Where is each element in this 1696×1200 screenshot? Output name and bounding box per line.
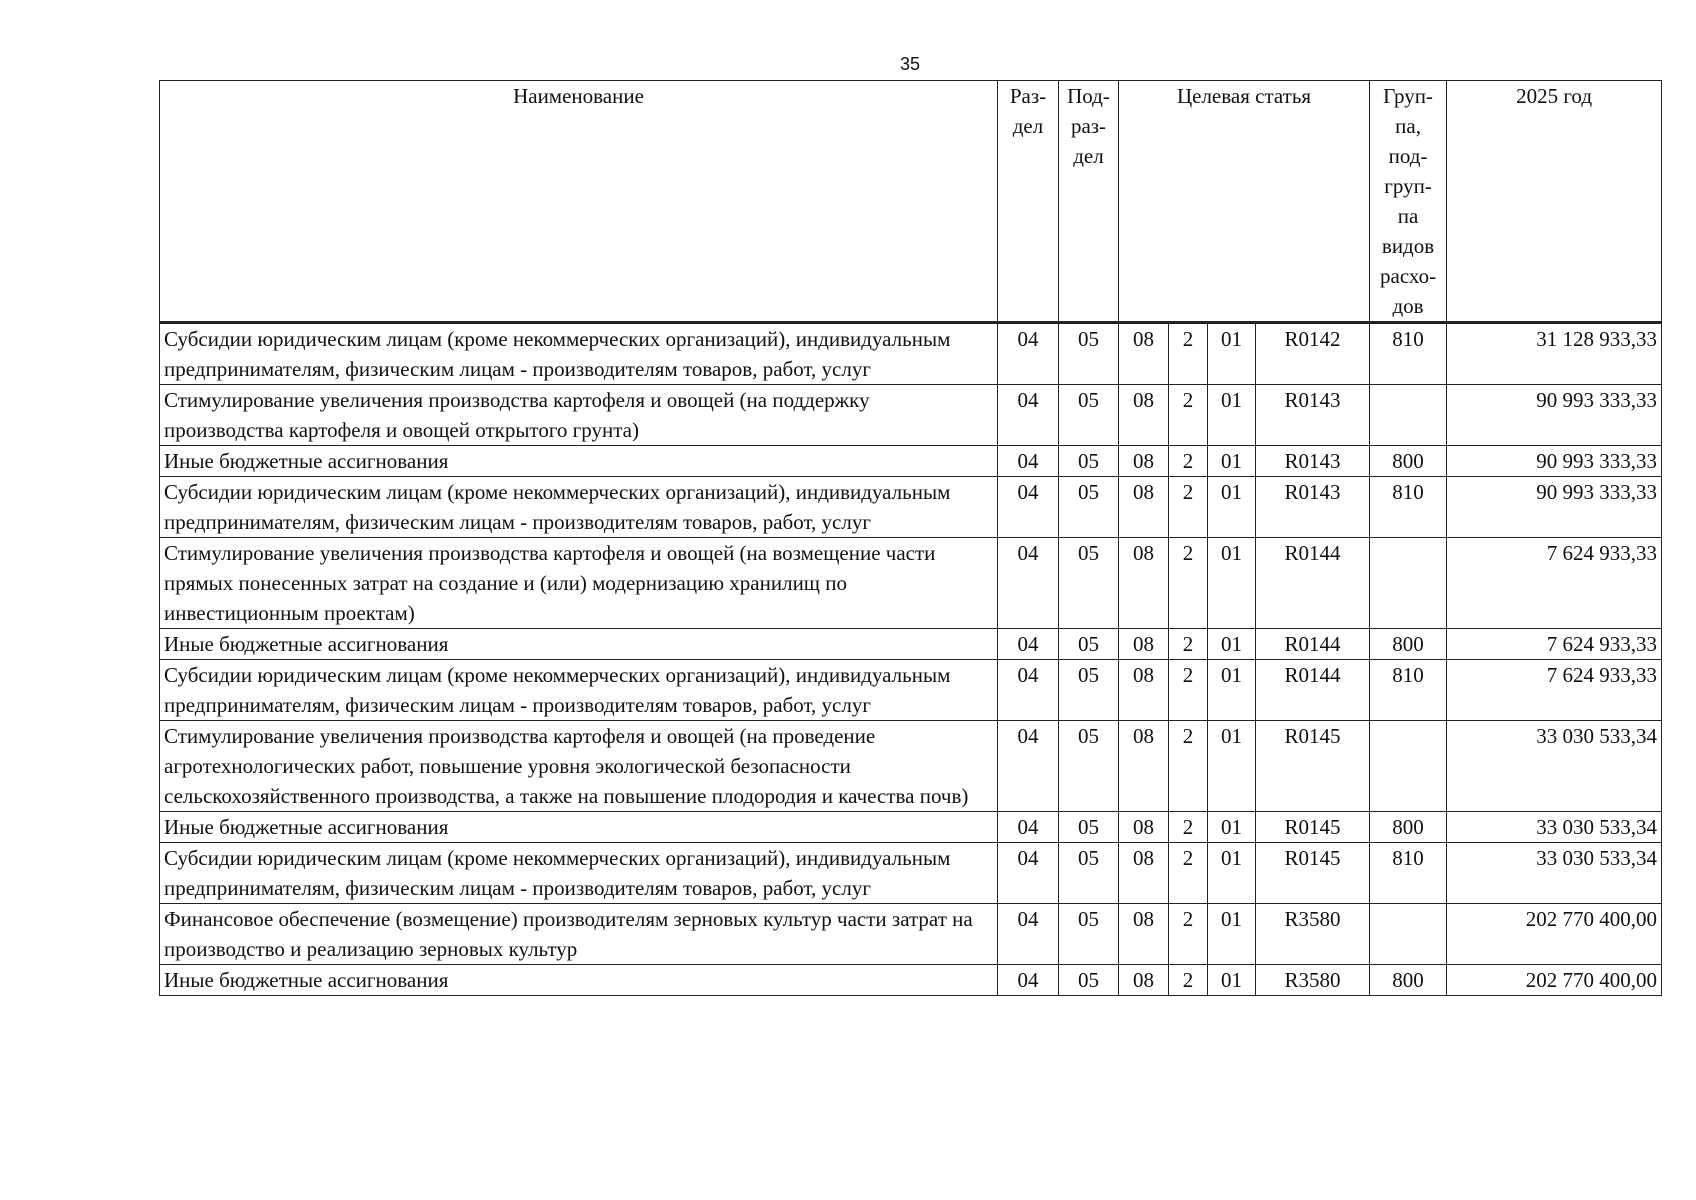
cell-subsection: 05 [1059,721,1119,812]
cell-section: 04 [998,904,1059,965]
cell-target-program: 08 [1119,629,1169,660]
cell-target-event: 01 [1208,446,1256,477]
cell-amount: 202 770 400,00 [1447,965,1662,996]
cell-target-code: R0145 [1256,721,1370,812]
cell-target-code: R3580 [1256,965,1370,996]
cell-target-event: 01 [1208,629,1256,660]
cell-target-code: R0143 [1256,385,1370,446]
cell-subsection: 05 [1059,385,1119,446]
cell-amount: 7 624 933,33 [1447,660,1662,721]
cell-expense-group: 800 [1370,812,1447,843]
cell-expense-group: 810 [1370,843,1447,904]
cell-amount: 90 993 333,33 [1447,477,1662,538]
cell-section: 04 [998,721,1059,812]
cell-amount: 90 993 333,33 [1447,446,1662,477]
cell-target-subprogram: 2 [1169,385,1208,446]
cell-amount: 7 624 933,33 [1447,538,1662,629]
cell-expense-group: 800 [1370,446,1447,477]
cell-subsection: 05 [1059,323,1119,385]
cell-name: Субсидии юридическим лицам (кроме некоммерческих организаций), индивидуальным предпринимателям, физическим лицам - производителям товаров, работ, услуг [160,323,998,385]
table-row [160,812,1662,843]
cell-target-event: 01 [1208,812,1256,843]
cell-target-subprogram: 2 [1169,660,1208,721]
table-row [160,965,1662,996]
cell-subsection: 05 [1059,843,1119,904]
cell-subsection: 05 [1059,965,1119,996]
cell-target-code: R0143 [1256,477,1370,538]
cell-section: 04 [998,538,1059,629]
column-header-subsection: Под- раз- дел [1059,81,1119,323]
table-row [160,629,1662,660]
cell-amount: 202 770 400,00 [1447,904,1662,965]
cell-name: Иные бюджетные ассигнования [160,812,998,843]
cell-amount: 31 128 933,33 [1447,323,1662,385]
cell-target-event: 01 [1208,965,1256,996]
cell-section: 04 [998,812,1059,843]
cell-subsection: 05 [1059,660,1119,721]
cell-target-code: R0144 [1256,629,1370,660]
cell-section: 04 [998,660,1059,721]
cell-target-event: 01 [1208,385,1256,446]
cell-target-event: 01 [1208,477,1256,538]
cell-amount: 33 030 533,34 [1447,721,1662,812]
column-header-year: 2025 год [1447,81,1662,323]
cell-section: 04 [998,323,1059,385]
cell-expense-group [1370,385,1447,446]
cell-target-code: R3580 [1256,904,1370,965]
table-header [160,81,1662,323]
cell-name: Субсидии юридическим лицам (кроме некоммерческих организаций), индивидуальным предпринимателям, физическим лицам - производителям товаров, работ, услуг [160,660,998,721]
table-row [160,323,1662,385]
cell-name: Стимулирование увеличения производства картофеля и овощей (на поддержку производства картофеля и овощей открытого грунта) [160,385,998,446]
cell-expense-group: 800 [1370,965,1447,996]
cell-target-event: 01 [1208,843,1256,904]
budget-table [159,80,1662,996]
cell-section: 04 [998,385,1059,446]
table-row [160,843,1662,904]
cell-section: 04 [998,446,1059,477]
cell-target-subprogram: 2 [1169,904,1208,965]
column-header-target-article: Целевая статья [1119,81,1370,323]
page-number: 35 [899,54,921,74]
column-header-expense-group: Груп- па, под- груп- па видов расхо- дов [1370,81,1447,323]
cell-target-subprogram: 2 [1169,965,1208,996]
column-header-section: Раз- дел [998,81,1059,323]
cell-amount: 90 993 333,33 [1447,385,1662,446]
cell-target-code: R0142 [1256,323,1370,385]
cell-target-code: R0144 [1256,660,1370,721]
cell-target-program: 08 [1119,812,1169,843]
cell-expense-group: 810 [1370,323,1447,385]
cell-target-code: R0145 [1256,812,1370,843]
cell-name: Иные бюджетные ассигнования [160,629,998,660]
cell-target-subprogram: 2 [1169,721,1208,812]
cell-target-subprogram: 2 [1169,843,1208,904]
cell-expense-group [1370,538,1447,629]
cell-target-program: 08 [1119,446,1169,477]
cell-section: 04 [998,843,1059,904]
cell-target-event: 01 [1208,323,1256,385]
cell-expense-group: 810 [1370,477,1447,538]
cell-subsection: 05 [1059,446,1119,477]
cell-target-program: 08 [1119,477,1169,538]
cell-expense-group [1370,721,1447,812]
cell-subsection: 05 [1059,629,1119,660]
cell-target-subprogram: 2 [1169,477,1208,538]
cell-section: 04 [998,629,1059,660]
cell-name: Стимулирование увеличения производства картофеля и овощей (на возмещение части прямых понесенных затрат на создание и (или) модернизацию хранилищ по инвестиционным проектам) [160,538,998,629]
cell-name: Финансовое обеспечение (возмещение) производителям зерновых культур части затрат на производство и реализацию зерновых культур [160,904,998,965]
table-row [160,446,1662,477]
cell-target-program: 08 [1119,323,1169,385]
cell-target-subprogram: 2 [1169,323,1208,385]
cell-subsection: 05 [1059,812,1119,843]
cell-subsection: 05 [1059,538,1119,629]
cell-target-program: 08 [1119,538,1169,629]
cell-target-subprogram: 2 [1169,446,1208,477]
cell-amount: 33 030 533,34 [1447,812,1662,843]
cell-target-event: 01 [1208,660,1256,721]
cell-target-program: 08 [1119,965,1169,996]
cell-target-event: 01 [1208,538,1256,629]
cell-target-program: 08 [1119,843,1169,904]
cell-target-subprogram: 2 [1169,629,1208,660]
table-row [160,477,1662,538]
cell-subsection: 05 [1059,477,1119,538]
column-header-name: Наименование [160,81,998,323]
table-row [160,660,1662,721]
cell-target-program: 08 [1119,721,1169,812]
cell-target-code: R0143 [1256,446,1370,477]
cell-amount: 7 624 933,33 [1447,629,1662,660]
cell-target-code: R0145 [1256,843,1370,904]
table-row [160,385,1662,446]
cell-target-subprogram: 2 [1169,538,1208,629]
table-row [160,904,1662,965]
cell-expense-group: 800 [1370,629,1447,660]
cell-section: 04 [998,477,1059,538]
cell-target-code: R0144 [1256,538,1370,629]
table-body [160,323,1662,996]
cell-target-event: 01 [1208,721,1256,812]
table-row [160,538,1662,629]
cell-name: Субсидии юридическим лицам (кроме некоммерческих организаций), индивидуальным предпринимателям, физическим лицам - производителям товаров, работ, услуг [160,843,998,904]
cell-target-program: 08 [1119,904,1169,965]
cell-section: 04 [998,965,1059,996]
cell-subsection: 05 [1059,904,1119,965]
cell-expense-group: 810 [1370,660,1447,721]
cell-expense-group [1370,904,1447,965]
cell-target-event: 01 [1208,904,1256,965]
cell-amount: 33 030 533,34 [1447,843,1662,904]
cell-target-program: 08 [1119,660,1169,721]
cell-name: Субсидии юридическим лицам (кроме некоммерческих организаций), индивидуальным предпринимателям, физическим лицам - производителям товаров, работ, услуг [160,477,998,538]
table-row [160,721,1662,812]
cell-name: Иные бюджетные ассигнования [160,446,998,477]
cell-name: Стимулирование увеличения производства картофеля и овощей (на проведение агротехнологических работ, повышение уровня экологической безопасности сельскохозяйственного производства, а также на повышение плодородия и качества почв) [160,721,998,812]
cell-target-program: 08 [1119,385,1169,446]
cell-target-subprogram: 2 [1169,812,1208,843]
cell-name: Иные бюджетные ассигнования [160,965,998,996]
